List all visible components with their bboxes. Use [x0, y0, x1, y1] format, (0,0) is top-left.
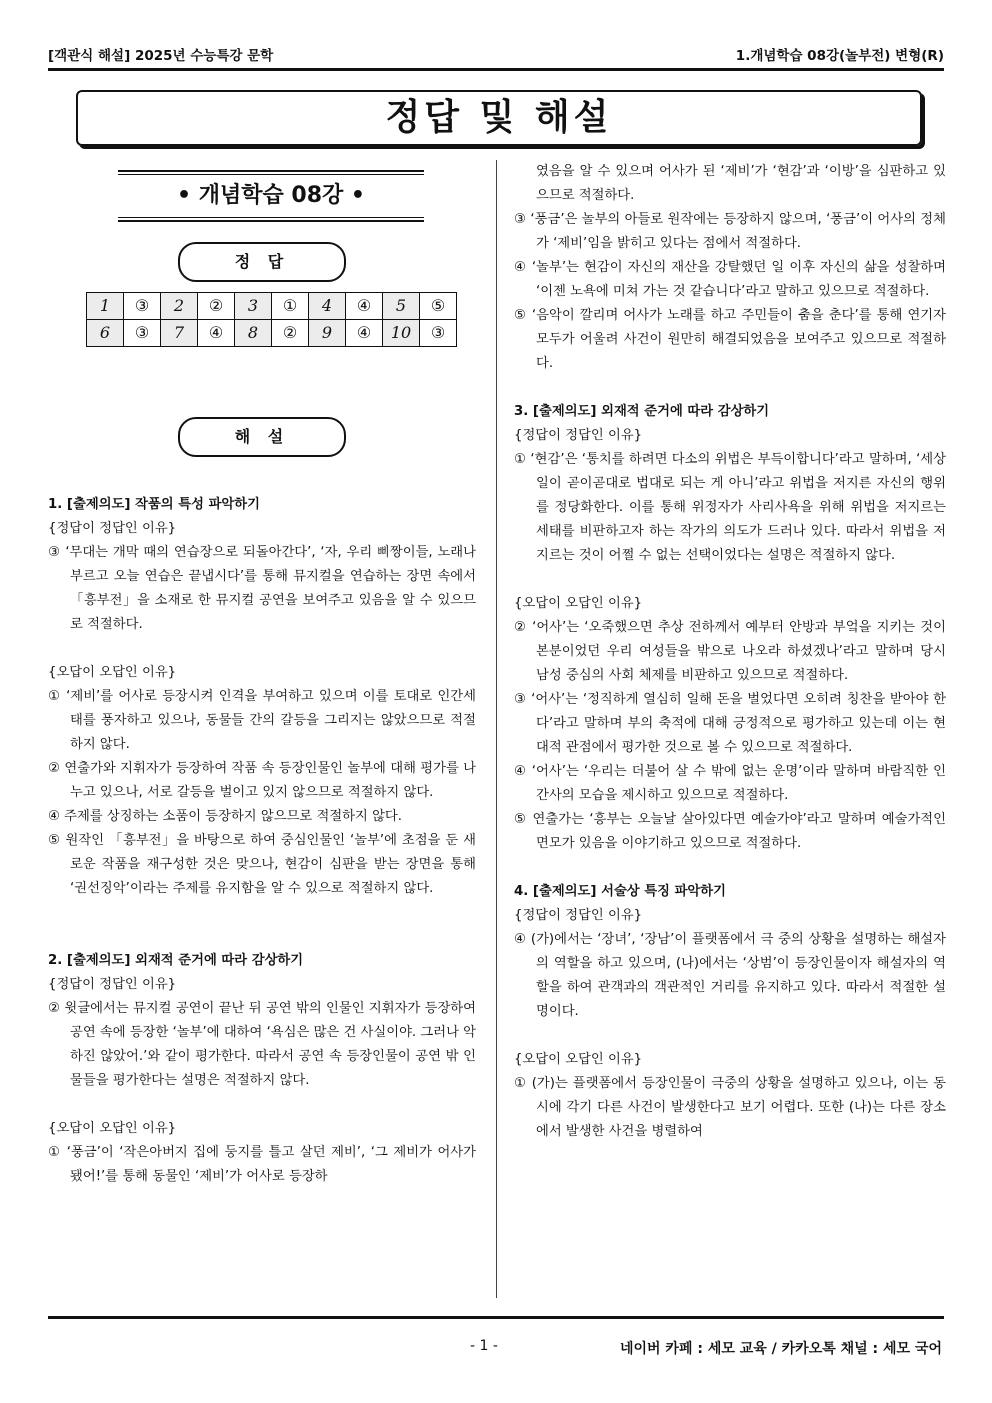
question-number: 10 — [383, 320, 420, 347]
q1-correct-head: {정답이 정답인 이유} — [48, 521, 177, 536]
question-number: 1 — [87, 293, 124, 320]
q2-wrong-item: ⑤ ‘음악이 깔리며 어사가 노래를 하고 주민들이 춤을 춘다’를 통해 연기자 모두가 어울려 사건이 원만히 해결되었음을 보여주고 있으므로 적절하다. — [514, 308, 946, 371]
q3-correct: ① ‘현감’은 ‘통치를 하려면 다소의 위법은 부득이합니다’라고 말하며, ‘세상일이 곧이곧대로 법대로 되는 게 아니’라고 위법을 저지른 자신의 행위를 정당화한다. 이를 통해 위정자가 사리사욕을 위해 위법을 저지르는 세태를 비판하고자 하는 작가의 의도가 드러나 있다. 따라서 위법을 저지르는 것이 어쩔 수 없는 선택이었다는 설명은 적절하지 않다. — [514, 452, 946, 563]
answer-table — [86, 292, 457, 347]
question-number: 8 — [235, 320, 272, 347]
answer-label: 정 답 — [178, 242, 346, 282]
q4-wrong-item: ① (가)는 플랫폼에서 등장인물이 극중의 상황을 설명하고 있으나, 이는 동시에 각기 다른 사건이 발생한다고 보기 어렵다. 또한 (나)는 다른 장소에서 발생한 사건을 병렬하여 — [514, 1076, 946, 1139]
q2-wrong-head: {오답이 오답인 이유} — [48, 1121, 177, 1136]
answer-value: ⑤ — [420, 293, 457, 320]
q2-wrong-item: ④ ‘놀부’는 현감이 자신의 재산을 강탈했던 일 이후 자신의 삶을 성찰하며 ‘이젠 노욕에 미쳐 가는 것 같습니다’라고 말하고 있으므로 적절하다. — [514, 260, 946, 299]
q3-title: 3. [출제의도] 외재적 준거에 따라 감상하기 — [514, 404, 770, 419]
q2-correct-head: {정답이 정답인 이유} — [48, 977, 177, 992]
page-number: - 1 - — [470, 1338, 498, 1354]
footer-contact: 네이버 카페 : 세모 교육 / 카카오톡 채널 : 세모 국어 — [619, 1341, 942, 1357]
lesson-banner — [118, 170, 424, 222]
q2-wrong-continued: 였음을 알 수 있으며 어사가 된 ‘제비’가 ‘현감’과 ‘이방’을 심판하고 있으므로 적절하다. — [536, 164, 946, 203]
question-number: 7 — [161, 320, 198, 347]
q3-wrong-item: ⑤ 연출가는 ‘흥부는 오늘날 살아있다면 예술가야’라고 말하며 예술가적인 면모가 있음을 이야기하고 있으므로 적절하다. — [514, 812, 946, 851]
left-column — [48, 160, 476, 1189]
question-number: 5 — [383, 293, 420, 320]
q2-correct: ② 윗글에서는 뮤지컬 공연이 끝난 뒤 공연 밖의 인물인 지휘자가 등장하여 공연 속에 등장한 ‘놀부’에 대하여 ‘욕심은 많은 건 사실이야. 그러나 악하진 않았어.’와 같이 평가한다. 따라서 공연 속 등장인물이 공연 밖 인물들을 평가한다는 설명은 적절하지 않다. — [48, 1001, 476, 1088]
header-rule — [48, 68, 944, 71]
page-title: 정답 및 해설 — [76, 90, 922, 146]
answer-value: ④ — [198, 320, 235, 347]
answer-value: ① — [272, 293, 309, 320]
q4-title: 4. [출제의도] 서술상 특징 파악하기 — [514, 884, 726, 899]
q2-wrong-item: ③ ‘풍금’은 놀부의 아들로 원작에는 등장하지 않으며, ‘풍금’이 어사의 정체가 ‘제비’임을 밝히고 있다는 점에서 적절하다. — [514, 212, 946, 251]
answer-value: ③ — [420, 320, 457, 347]
q1-wrong-item: ② 연출가와 지휘자가 등장하여 작품 속 등장인물인 놀부에 대해 평가를 나누고 있으나, 서로 갈등을 벌이고 있지 않으므로 적절하지 않다. — [48, 761, 476, 800]
lesson-title: • 개념학습 08강 • — [118, 174, 424, 218]
q2-title: 2. [출제의도] 외재적 준거에 따라 감상하기 — [48, 953, 304, 968]
footer-rule — [48, 1316, 944, 1319]
answer-value: ③ — [124, 320, 161, 347]
question-number: 4 — [309, 293, 346, 320]
header-left: [객관식 해설] 2025년 수능특강 문학 — [48, 48, 274, 64]
answer-row — [87, 320, 457, 347]
q3-wrong-item: ③ ‘어사’는 ‘정직하게 열심히 일해 돈을 벌었다면 오히려 칭찬을 받아야 한다’라고 말하며 부의 축적에 대해 긍정적으로 평가하고 있는데 이는 현대적 관점에서 평가한 것으로 볼 수 있으므로 적절하다. — [514, 692, 946, 755]
right-column — [514, 160, 946, 1144]
question-number: 6 — [87, 320, 124, 347]
q1-title: 1. [출제의도] 작품의 특성 파악하기 — [48, 497, 260, 512]
q1-wrong-item: ① ‘제비’를 어사로 등장시켜 인격을 부여하고 있으며 이를 토대로 인간세태를 풍자하고 있으나, 동물들 간의 갈등을 그리지는 않았으므로 적절하지 않다. — [48, 689, 476, 752]
answer-value: ③ — [124, 293, 161, 320]
q3-wrong-head: {오답이 오답인 이유} — [514, 596, 643, 611]
question-number: 9 — [309, 320, 346, 347]
q1-wrong-head: {오답이 오답인 이유} — [48, 665, 177, 680]
answer-row — [87, 293, 457, 320]
q4-wrong-head: {오답이 오답인 이유} — [514, 1052, 643, 1067]
q3-wrong-item: ② ‘어사’는 ‘오죽했으면 추상 전하께서 예부터 안방과 부엌을 지키는 것이 본분이었던 우리 여성들을 밖으로 나오라 하셨겠나’라고 말하며 당시 남성 중심의 사회 체제를 비판하고 있으므로 적절하다. — [514, 620, 946, 683]
answer-value: ④ — [346, 293, 383, 320]
q3-correct-head: {정답이 정답인 이유} — [514, 428, 643, 443]
q1-wrong-item: ⑤ 원작인 「흥부전」을 바탕으로 하여 중심인물인 ‘놀부’에 초점을 둔 새로운 작품을 재구성한 것은 맞으나, 현감이 심판을 받는 장면을 통해 ‘권선징악’이라는 주제를 유지함을 알 수 있으로 적절하지 않다. — [48, 833, 476, 896]
answer-value: ② — [198, 293, 235, 320]
question-number: 2 — [161, 293, 198, 320]
answer-value: ④ — [346, 320, 383, 347]
q3-wrong-item: ④ ‘어사’는 ‘우리는 더불어 살 수 밖에 없는 운명’이라 말하며 바람직한 인간사의 모습을 제시하고 있으므로 적절하다. — [514, 764, 946, 803]
question-number: 3 — [235, 293, 272, 320]
q1-correct: ③ ‘무대는 개막 때의 연습장으로 되돌아간다’, ‘자, 우리 삐짱이들, 노래나 부르고 오늘 연습은 끝냅시다’를 통해 뮤지컬을 연습하는 장면 속에서 「흥부전」을 소재로 한 뮤지컬 공연을 보여주고 있음을 알 수 있으므로 적절하다. — [48, 545, 476, 632]
q4-correct-head: {정답이 정답인 이유} — [514, 908, 643, 923]
explain-label: 해 설 — [178, 417, 346, 457]
answer-value: ② — [272, 320, 309, 347]
header-right: 1.개념학습 08강(놀부전) 변형(R) — [735, 48, 944, 64]
q2-wrong-item: ① ‘풍금’이 ‘작은아버지 집에 둥지를 틀고 살던 제비’, ‘그 제비가 어사가 됐어!’를 통해 동물인 ‘제비’가 어사로 등장하 — [48, 1145, 476, 1184]
column-divider — [496, 160, 497, 1298]
q4-correct: ④ (가)에서는 ‘장녀’, ‘장남’이 플랫폼에서 극 중의 상황을 설명하는 해설자의 역할을 하고 있으며, (나)에서는 ‘상범’이 등장인물이자 해설자의 역할을 하여 관객과의 객관적인 거리를 유지하고 있다. 따라서 적절한 설명이다. — [514, 932, 946, 1019]
q1-wrong-item: ④ 주제를 상징하는 소품이 등장하지 않으므로 적절하지 않다. — [48, 809, 403, 824]
